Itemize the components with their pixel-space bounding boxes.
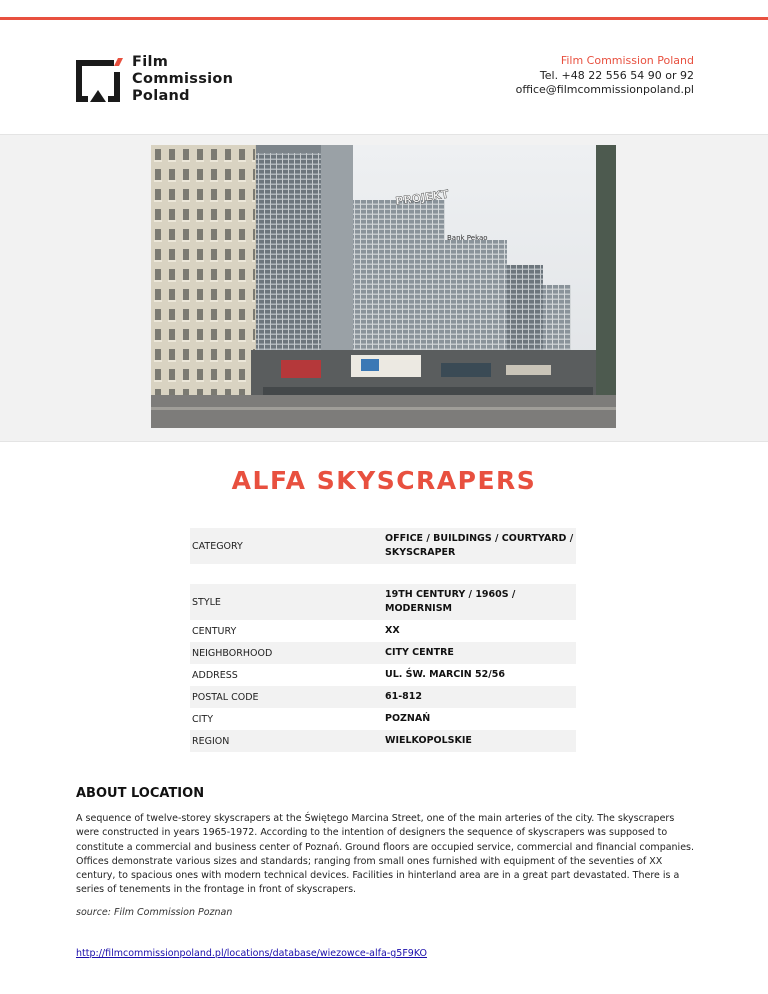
- detail-key: ADDRESS: [192, 669, 238, 681]
- detail-value: POZNAŃ: [385, 713, 431, 724]
- location-photo: [151, 145, 616, 428]
- contact-email[interactable]: office@filmcommissionpoland.pl: [515, 83, 694, 96]
- detail-key: POSTAL CODE: [192, 691, 259, 703]
- details-row-neighborhood: [190, 642, 576, 664]
- detail-value: XX: [385, 625, 400, 636]
- location-link[interactable]: http://filmcommissionpoland.pl/locations/database/wiezowce-alfa-g5F9KO: [76, 948, 428, 959]
- detail-key: NEIGHBORHOOD: [192, 647, 273, 659]
- details-row-city: [190, 708, 576, 730]
- detail-value: WIELKOPOLSKIE: [385, 735, 472, 746]
- details-row-category: [190, 528, 576, 564]
- contact-organization: Film Commission Poland: [560, 54, 694, 67]
- detail-key: STYLE: [192, 596, 221, 608]
- detail-key: REGION: [192, 735, 230, 747]
- logo-line: Commission: [132, 71, 234, 87]
- about-text: A sequence of twelve-storey skyscrapers at the Świętego Marcina Street, one of the main arteries of the city. The skyscrapers were constructed in years 1965-1972. According to the intention of designers the sequence of skyscrapers was supposed to constitute a commercial and business center of Poznań. Ground floors are occupied service, commercial and financial companies. Offices demonstrate various sizes and standards; ranging from small ones furnished with equipment of the seventies of XX century, to spacious ones with modern technical devices. Facilities in hinterland area are in a great part devastated. There is a series of tenements in the frontage in front of skyscrapers.: [76, 813, 695, 896]
- detail-value: CITY CENTRE: [385, 647, 454, 658]
- film-commission-logo-icon: [74, 56, 124, 104]
- top-accent-bar: [0, 17, 768, 20]
- contact-block: [516, 54, 694, 98]
- page-title: ALFA SKYSCRAPERS: [231, 466, 537, 495]
- detail-value: OFFICE / BUILDINGS / COURTYARD / SKYSCRAPER: [385, 533, 574, 558]
- details-row-style: [190, 584, 576, 620]
- detail-value: 19TH CENTURY / 1960S / MODERNISM: [385, 589, 516, 614]
- details-row-address: [190, 664, 576, 686]
- logo-wordmark: [132, 54, 233, 105]
- detail-key: CENTURY: [192, 625, 237, 637]
- detail-key: CITY: [192, 713, 214, 725]
- details-table: [190, 528, 576, 752]
- detail-key: CATEGORY: [192, 540, 243, 552]
- photo-sign-projekt: PROJEKT: [394, 187, 450, 208]
- about-heading: ABOUT LOCATION: [76, 786, 205, 801]
- logo-line: Film: [132, 54, 169, 70]
- details-row-region: [190, 730, 576, 752]
- details-row-century: [190, 620, 576, 642]
- contact-phone: Tel. +48 22 556 54 90 or 92: [539, 68, 694, 82]
- detail-value: UL. ŚW. MARCIN 52/56: [385, 669, 505, 680]
- logo[interactable]: [74, 54, 254, 106]
- row-spacer: [190, 564, 576, 584]
- logo-line: Poland: [132, 88, 190, 104]
- source-note: source: Film Commission Poznan: [76, 907, 233, 918]
- details-row-postal-code: [190, 686, 576, 708]
- photo-sign-bank: Bank Pekao: [447, 234, 488, 242]
- detail-value: 61-812: [385, 691, 422, 702]
